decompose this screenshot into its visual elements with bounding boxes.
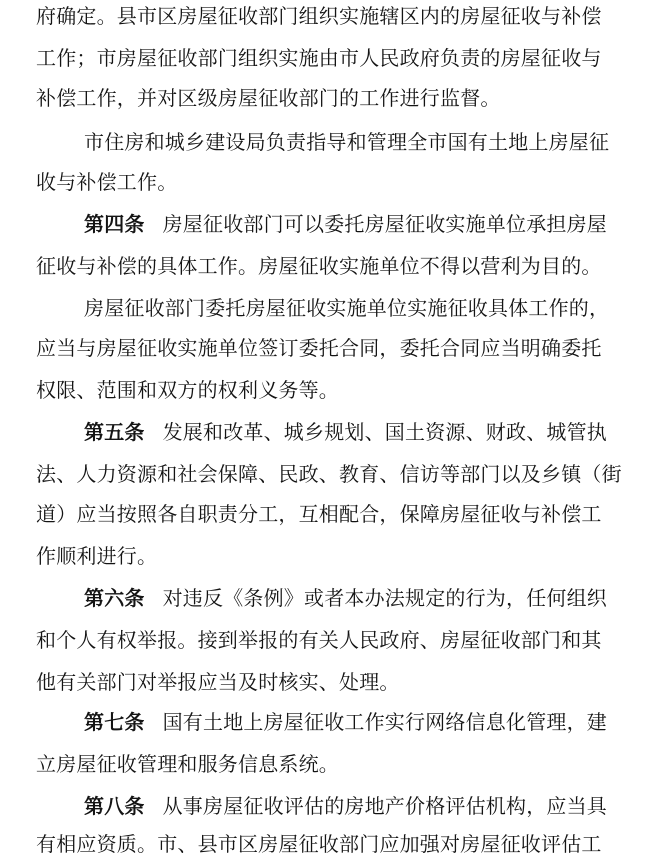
article-number: 第六条 (84, 586, 145, 610)
article-number: 第五条 (84, 420, 145, 444)
article-6-line (84, 578, 636, 618)
article-number: 第七条 (84, 710, 145, 734)
text-line: 补偿工作，并对区级房屋征收部门的工作进行监督。 (36, 86, 501, 110)
text-line: 工作；市房屋征收部门组织实施由市人民政府负责的房屋征收与 (36, 46, 602, 70)
text-line: 应当与房屋征收实施单位签订委托合同，委托合同应当明确委托 (36, 336, 602, 360)
paragraph-start-line: 市住房和城乡建设局负责指导和管理全市国有土地上房屋征 (84, 130, 610, 154)
article-text: 对违反《条例》或者本办法规定的行为，任何组织 (162, 586, 608, 610)
paragraph-start-line: 房屋征收部门委托房屋征收实施单位实施征收具体工作的， (84, 296, 610, 320)
article-8-line (84, 786, 636, 826)
article-number: 第八条 (84, 794, 145, 818)
text-line: 和个人有权举报。接到举报的有关人民政府、房屋征收部门和其 (36, 628, 602, 652)
text-line: 收与补偿工作。 (36, 170, 178, 194)
text-line: 权限、范围和双方的权利义务等。 (36, 378, 339, 402)
text-line: 征收与补偿的具体工作。房屋征收实施单位不得以营利为目的。 (36, 254, 602, 278)
article-text: 国有土地上房屋征收工作实行网络信息化管理，建 (162, 710, 608, 734)
text-line: 作顺利进行。 (36, 544, 158, 568)
text-line: 有相应资质。市、县市区房屋征收部门应加强对房屋征收评估工 (36, 832, 602, 856)
article-7-line (84, 702, 636, 742)
text-line: 府确定。县市区房屋征收部门组织实施辖区内的房屋征收与补偿 (36, 4, 602, 28)
text-line: 道）应当按照各自职责分工，互相配合，保障房屋征收与补偿工 (36, 502, 602, 526)
article-text: 发展和改革、城乡规划、国土资源、财政、城管执 (162, 420, 608, 444)
article-number: 第四条 (84, 212, 145, 236)
article-4-line (84, 204, 636, 244)
article-text: 房屋征收部门可以委托房屋征收实施单位承担房屋 (162, 212, 608, 236)
article-5-line (84, 412, 636, 452)
article-text: 从事房屋征收评估的房地产价格评估机构，应当具 (162, 794, 608, 818)
text-line: 他有关部门对举报应当及时核实、处理。 (36, 670, 400, 694)
text-line: 法、人力资源和社会保障、民政、教育、信访等部门以及乡镇（街 (36, 462, 622, 486)
text-line: 立房屋征收管理和服务信息系统。 (36, 752, 339, 776)
